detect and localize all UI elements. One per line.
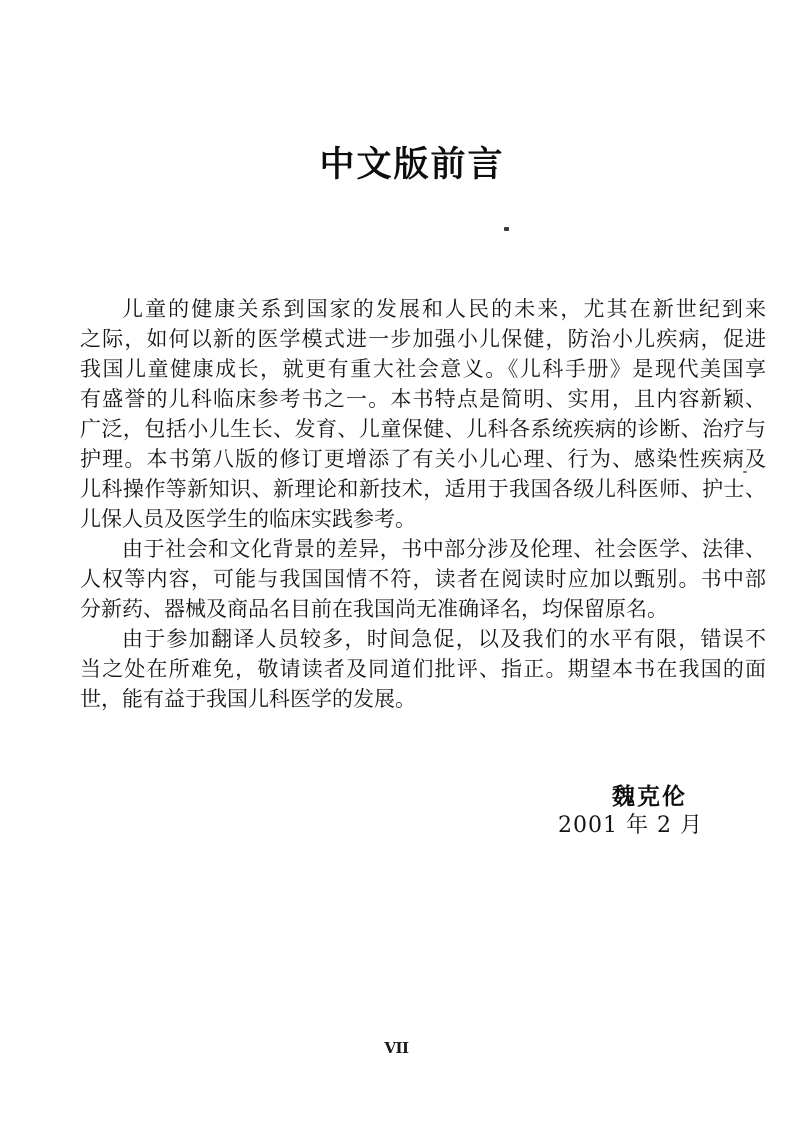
signature-date: 2001 年 2 月 bbox=[558, 813, 703, 838]
text-line: 儿童的健康关系到国家的发展和人民的未来，尤其在新世纪到来 bbox=[122, 297, 766, 321]
text-line: 当之处在所难免，敬请读者及同道们批评、指正。期望本书在我国的面 bbox=[80, 657, 766, 681]
paragraph bbox=[80, 534, 766, 624]
text-line: 世，能有益于我国儿科医学的发展。 bbox=[80, 687, 416, 711]
page-title: 中文版前言 bbox=[319, 144, 505, 185]
text-line: 儿科操作等新知识、新理论和新技术，适用于我国各级儿科医师、护士、 bbox=[80, 477, 766, 501]
paragraph bbox=[80, 294, 766, 534]
page-number: VII bbox=[384, 1039, 409, 1057]
text-line: 分新药、器械及商品名目前在我国尚无准确译名，均保留原名。 bbox=[80, 597, 668, 621]
text-line: 由于参加翻译人员较多，时间急促，以及我们的水平有限，错误不 bbox=[122, 627, 766, 651]
text-line: 护理。本书第八版的修订更增添了有关小儿心理、行为、感染性疾病及 bbox=[80, 447, 766, 471]
paragraph bbox=[80, 624, 766, 714]
signature-name: 魏克伦 bbox=[612, 783, 687, 810]
text-line: 之际，如何以新的医学模式进一步加强小儿保健，防治小儿疾病，促进 bbox=[80, 327, 766, 351]
text-line: 有盛誉的儿科临床参考书之一。本书特点是简明、实用，且内容新颖、 bbox=[80, 387, 766, 411]
text-line: 我国儿童健康成长，就更有重大社会意义。《儿科手册》是现代美国享 bbox=[80, 357, 766, 381]
text-line: 广泛，包括小儿生长、发育、儿童保健、儿科各系统疾病的诊断、治疗与 bbox=[80, 417, 766, 441]
scan-artifact-speck bbox=[504, 227, 509, 231]
text-line: 儿保人员及医学生的临床实践参考。 bbox=[80, 507, 416, 531]
text-line: 人权等内容，可能与我国国情不符，读者在阅读时应加以甄别。书中部 bbox=[80, 567, 766, 591]
preface-body bbox=[80, 294, 766, 714]
text-line: 由于社会和文化背景的差异，书中部分涉及伦理、社会医学、法律、 bbox=[122, 537, 766, 561]
